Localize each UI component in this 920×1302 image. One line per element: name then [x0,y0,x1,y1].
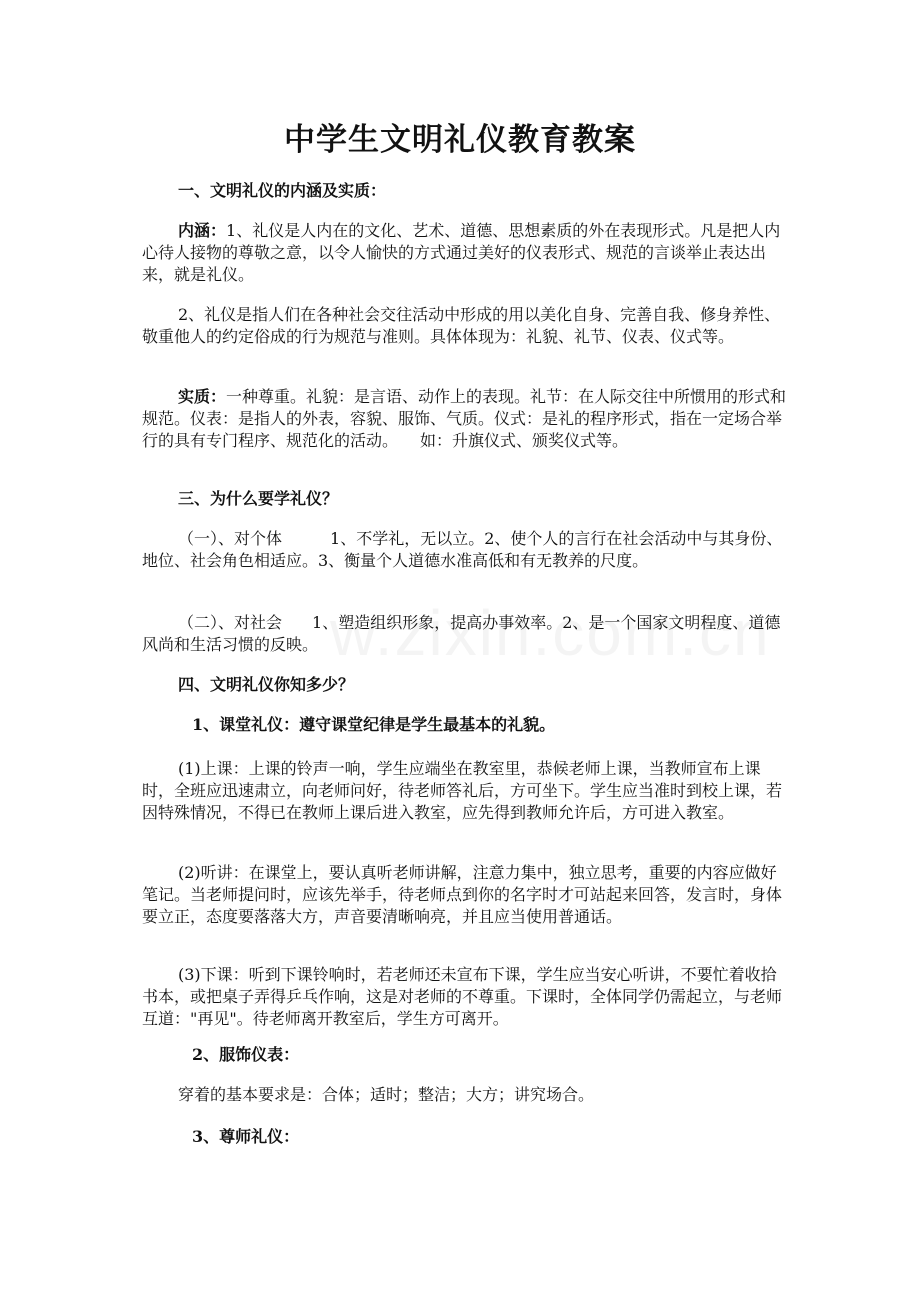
section-heading-1: 一、文明礼仪的内涵及实质： [178,181,387,200]
label-neihan: 内涵： [178,221,227,240]
paragraph-chuanzhuo: 穿着的基本要求是：合体；适时；整洁；大方；讲究场合。 [178,1085,595,1104]
document-title: 中学生文明礼仪教育教案 [284,122,636,158]
paragraph-neihan [142,220,790,286]
label-shizhi: 实质： [178,387,227,406]
label-shehui: （二）、对社会 [178,613,283,632]
text-geti: 1、不学礼，无以立。2、使个人的言行在社会活动中与其身份、地位、社会角色相适应。3、衡量个人道德水准高低和有无教养的尺度。 [142,529,783,570]
paragraph-tingjiang: (2)听讲：在课堂上，要认真听老师讲解，注意力集中，独立思考，重要的内容应做好笔记。当老师提问时，应该先举手，待老师点到你的名字时才可站起来回答，发言时，身体要立正，态度要落落大方，声音要清晰响亮，并且应当使用普通话。 [142,863,783,926]
paragraph-shehui [142,612,790,656]
paragraph-shangke: (1)上课：上课的铃声一响，学生应端坐在教室里，恭候老师上课，当教师宣布上课时，全班应迅速肃立，向老师问好，待老师答礼后，方可坐下。学生应当准时到校上课，若因特殊情况，不得已在教师上课后进入教室，应先得到教师允许后，方可进入教室。 [142,759,783,822]
section-heading-3: 三、为什么要学礼仪？ [178,489,339,508]
paragraph-definition-2: 2、礼仪是指人们在各种社会交往活动中形成的用以美化自身、完善自我、修身养性、敬重他人的约定俗成的行为规范与准则。具体体现为：礼貌、礼节、仪表、仪式等。 [142,305,781,346]
subsection-heading-1: 1、课堂礼仪：遵守课堂纪律是学生最基本的礼貌。 [192,715,556,734]
subsection-heading-2: 2、服饰仪表： [192,1045,300,1064]
text-shizhi-b: 如：升旗仪式、颁奖仪式等。 [420,431,629,450]
paragraph-xiake: (3)下课：听到下课铃响时，若老师还未宣布下课，学生应当安心听讲，不要忙着收拾书本，或把桌子弄得乒乓作响，这是对老师的不尊重。下课时，全体同学仍需起立，与老师互道："再见"。待老师离开教室后，学生方可离开。 [142,965,783,1028]
paragraph-shizhi [142,386,790,452]
paragraph-geti [142,528,790,572]
text-neihan: 1、礼仪是人内在的文化、艺术、道德、思想素质的外在表现形式。凡是把人内心待人接物的尊敬之意，以令人愉快的方式通过美好的仪表形式、规范的言谈举止表达出来，就是礼仪。 [142,221,781,284]
section-heading-4: 四、文明礼仪你知多少？ [178,675,355,694]
text-shehui: 1、塑造组织形象，提高办事效率。2、是一个国家文明程度、道德风尚和生活习惯的反映。 [142,613,781,654]
label-geti: （一）、对个体 [178,529,283,548]
text-shizhi-a: 一种尊重。礼貌：是言语、动作上的表现。礼节：在人际交往中所惯用的形式和规范。仪表：是指人的外表，容貌、服饰、气质。仪式：是礼的程序形式，指在一定场合举行的具有专门程序、规范化的活动。 [142,387,787,450]
subsection-heading-3: 3、尊师礼仪： [192,1127,300,1146]
